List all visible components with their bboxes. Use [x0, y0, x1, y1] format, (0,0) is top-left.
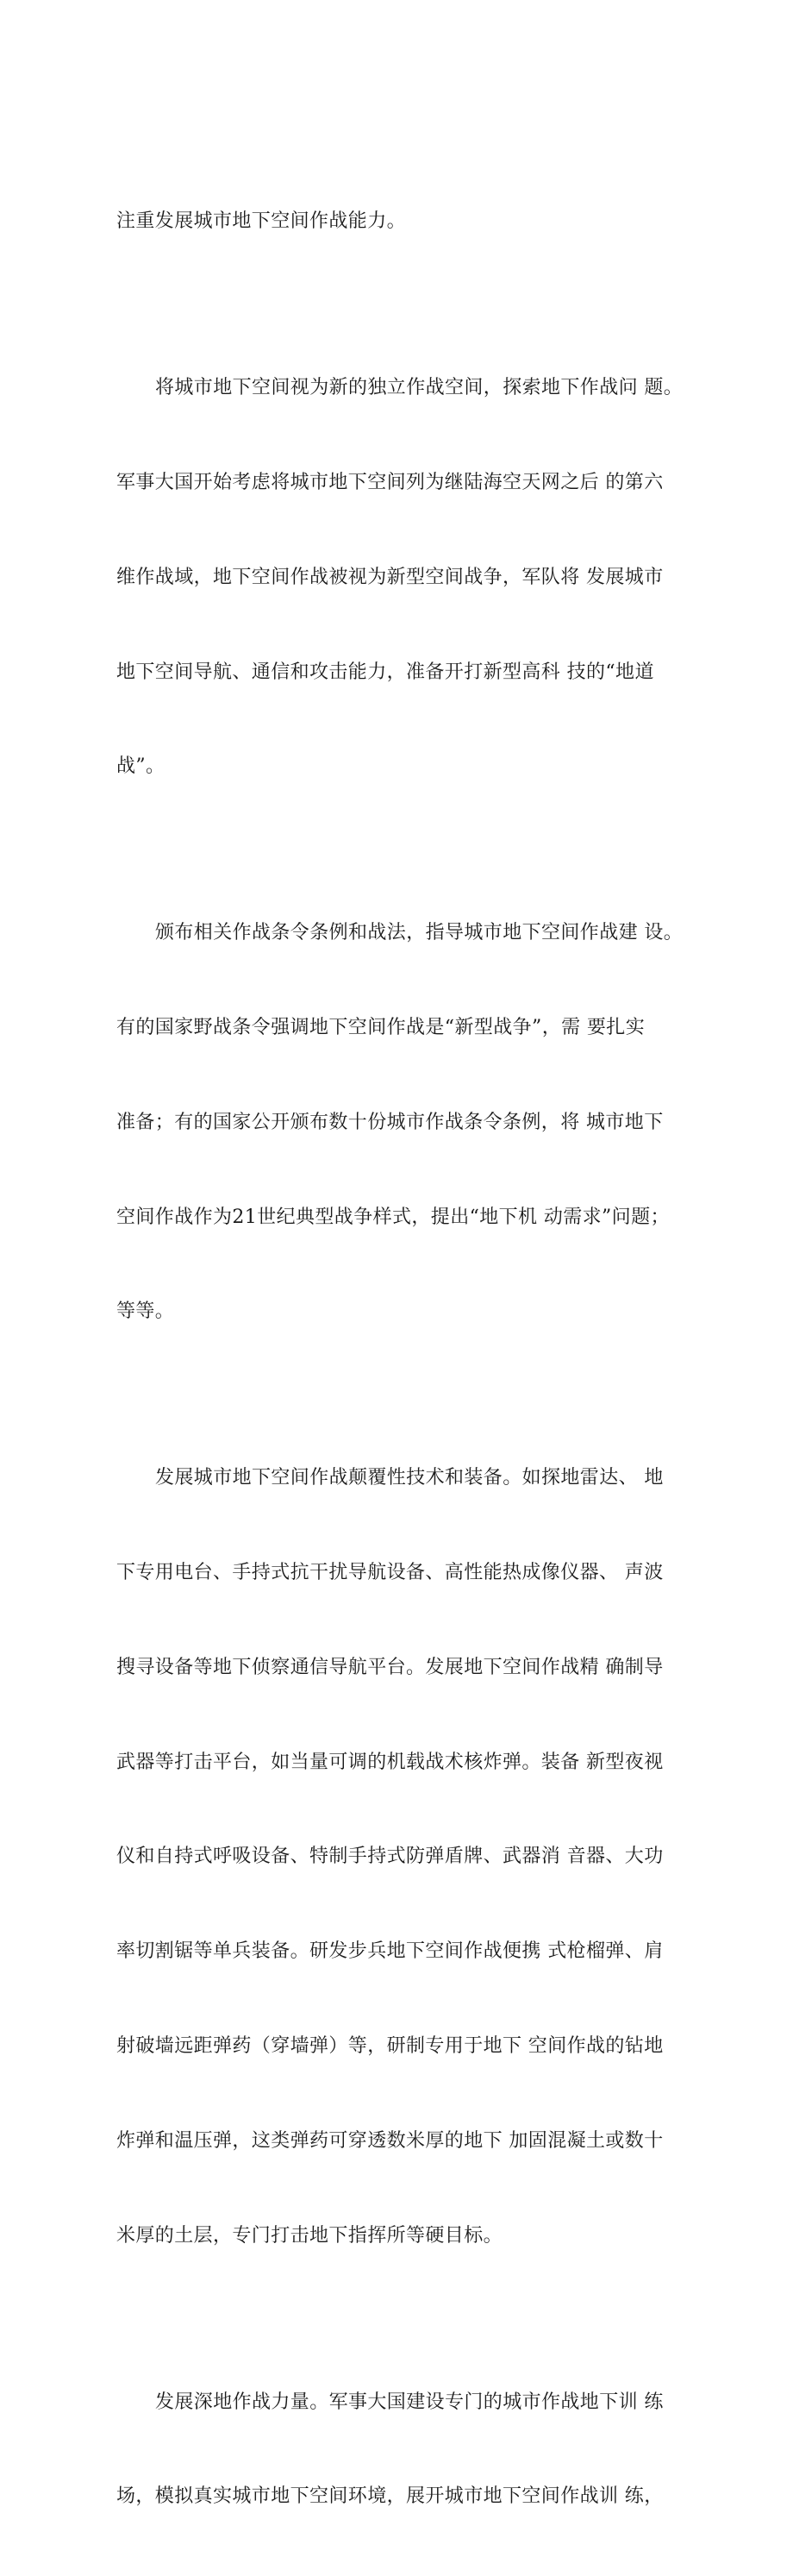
text-line: 注重发展城市地下空间作战能力。 [116, 210, 407, 233]
text-line: 准备；有的国家公开颁布数十份城市作战条令条例，将 城市地下 [116, 1111, 664, 1133]
text-line: 炸弹和温压弹，这类弹药可穿透数米厚的地下 加固混凝土或数十 [116, 2129, 664, 2152]
text-line: 等等。 [116, 1301, 175, 1323]
text-line: 下专用电台、手持式抗干扰导航设备、高性能热成像仪器、 声波 [116, 1562, 664, 1584]
text-line: 颁布相关作战条令条例和战法，指导城市地下空间作战建 设。 [155, 922, 684, 944]
paragraph [116, 1400, 690, 2315]
body-text [116, 143, 690, 2576]
text-line: 空间作战作为21世纪典型战争样式，提出“地下机 动需求”问题； [116, 1206, 670, 1228]
text-line: 仪和自持式呼吸设备、特制手持式防弹盾牌、武器消 音器、大功 [116, 1846, 664, 1868]
text-line: 有的国家野战条令强调地下空间作战是“新型战争”，需 要扎实 [116, 1017, 646, 1039]
paragraph [116, 310, 690, 846]
text-line: 地下空间导航、通信和攻击能力，准备开打新型高科 技的“地道 [116, 661, 654, 683]
text-line: 发展深地作战力量。军事大国建设专门的城市作战地下训 练 [155, 2391, 664, 2413]
paragraph [116, 143, 690, 301]
text-line: 搜寻设备等地下侦察通信导航平台。发展地下空间作战精 确制导 [116, 1656, 664, 1678]
text-line: 维作战域，地下空间作战被视为新型空间战争，军队将 发展城市 [116, 566, 664, 588]
text-line: 战”。 [116, 755, 165, 778]
text-line: 将城市地下空间视为新的独立作战空间，探索地下作战问 题。 [155, 377, 684, 399]
text-line: 米厚的土层，专门打击地下指挥所等硬目标。 [116, 2224, 503, 2247]
paragraph [116, 2323, 690, 2576]
text-line: 场，模拟真实城市地下空间环境，展开城市地下空间作战训 练， [116, 2485, 664, 2508]
text-line: 率切割锯等单兵装备。研发步兵地下空间作战便携 式枪榴弹、肩 [116, 1940, 664, 1963]
paragraph [116, 855, 690, 1391]
text-line: 军事大国开始考虑将城市地下空间列为继陆海空天网之后 的第六 [116, 471, 664, 493]
text-line: 武器等打击平台，如当量可调的机载战术核炸弹。装备 新型夜视 [116, 1751, 664, 1773]
text-line: 射破墙远距弹药（穿墙弹）等，研制专用于地下 空间作战的钻地 [116, 2035, 664, 2058]
text-line: 发展城市地下空间作战颠覆性技术和装备。如探地雷达、 地 [155, 1467, 664, 1489]
